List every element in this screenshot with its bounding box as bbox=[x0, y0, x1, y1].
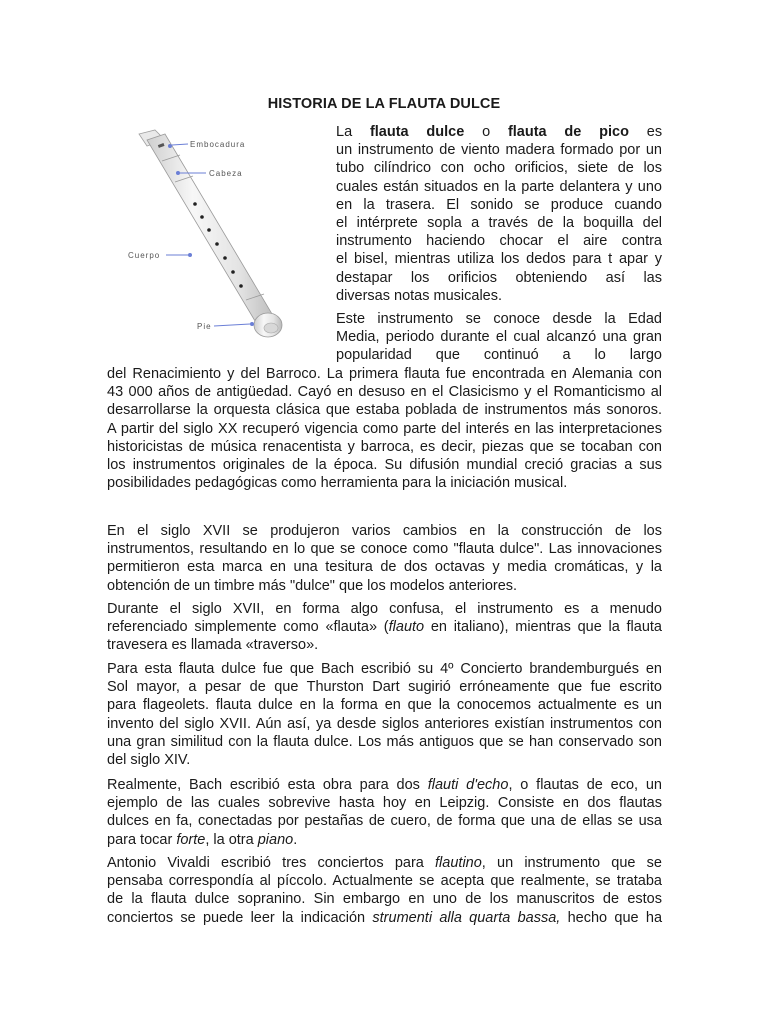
text-line: para flageolets. flauta dulce en la forma en que la conocemos actualmente es un bbox=[107, 697, 662, 714]
recorder-diagram bbox=[118, 124, 330, 346]
text-line: invento del siglo XVII. Aún así, ya desde siglos anteriores existían instrumentos con bbox=[107, 715, 662, 732]
text-line: popularidad que continuó a lo largo bbox=[336, 347, 662, 364]
text-line: Para esta flauta dulce fue que Bach escribió su 4º Concierto brandemburgués en bbox=[107, 661, 662, 677]
text-line: En el siglo XVII se produjeron varios cambios en la construcción de los bbox=[107, 523, 662, 539]
text-line: Antonio Vivaldi escribió tres conciertos para flautino, un instrumento que se bbox=[107, 855, 662, 871]
label-pie bbox=[197, 322, 254, 331]
text-line: el bisel, mientras utiliza los dedos para t apar y bbox=[336, 251, 662, 268]
label-embocadura bbox=[168, 140, 245, 149]
text-line: instrumentos, resultando en lo que se conoce como "flauta dulce". Las innovaciones bbox=[107, 541, 662, 558]
text-line: A partir del siglo XX recuperó vigencia como parte del interés en las interpretaciones bbox=[107, 420, 662, 437]
text-line: el intérprete sopla a través de la boquilla del bbox=[336, 214, 662, 231]
text-line: conciertos se puede leer la indicación strumenti alla quarta bassa, hecho que ha bbox=[107, 909, 663, 926]
text-line: del siglo XIV. bbox=[107, 751, 191, 768]
paragraph-bach bbox=[107, 660, 662, 769]
text-line: pensaba correspondía al píccolo. Actualmente se acepta que realmente, se trataba bbox=[107, 873, 662, 890]
text-line: posibilidades pedagógicas como herramienta para la iniciación musical. bbox=[107, 475, 568, 492]
text-line: referenciado simplemente como «flauta» (flauto en italiano), mientras que la flauta bbox=[107, 619, 662, 636]
text-line: instrumento haciendo chocar el aire contra bbox=[336, 233, 662, 250]
paragraph-intro bbox=[336, 123, 662, 305]
text-line: de la flauta dulce sopranino. Sin embargo en uno de los manuscritos de estos bbox=[107, 891, 662, 908]
text-line: ejemplo de las cuales sobrevive hasta hoy en Leipzig. Consiste en dos flautas bbox=[107, 795, 662, 812]
text-line: La flauta dulce o flauta de pico es bbox=[336, 124, 663, 140]
text-line: en la trasera. El sonido se produce cuando bbox=[336, 196, 662, 213]
text-line: travesera es llamada «traverso». bbox=[107, 637, 319, 654]
text-line: permitieron esta marca en una tesitura de dos octavas y media cromáticas, y la bbox=[107, 559, 662, 576]
svg-text:Cabeza: Cabeza bbox=[209, 169, 243, 178]
text-line: una gran similitud con la flauta dulce. Los más antiguos que se han conservado son bbox=[107, 733, 662, 750]
document-title: HISTORIA DE LA FLAUTA DULCE bbox=[267, 96, 501, 112]
text-line: 43 000 años de antigüedad. Cayó en desuso en el Clasicismo y el Romanticismo al bbox=[107, 384, 662, 401]
text-line: del Renacimiento y del Barroco. La primera flauta fue encontrada en Alemania con bbox=[107, 366, 662, 382]
paragraph-flauta-traverso bbox=[107, 600, 662, 655]
svg-text:Pie: Pie bbox=[197, 322, 212, 331]
text-line: para tocar forte, la otra piano. bbox=[107, 831, 298, 848]
text-line: los instrumentos originales de la época. Su difusión mundial creció gracias a sus bbox=[107, 456, 662, 473]
text-line: Durante el siglo XVII, en forma algo confusa, el instrumento es a menudo bbox=[107, 601, 662, 617]
paragraph-history bbox=[107, 365, 662, 492]
text-line: Este instrumento se conoce desde la Edad bbox=[336, 311, 662, 327]
text-line: diversas notas musicales. bbox=[336, 287, 503, 304]
label-cuerpo bbox=[128, 251, 192, 260]
text-line: destapar los orificios obteniendo así las bbox=[336, 269, 662, 286]
paragraph-flauti-echo bbox=[107, 776, 662, 849]
text-line: cuales están situados en la parte delantera y uno bbox=[336, 178, 662, 195]
paragraph-vivaldi bbox=[107, 854, 662, 927]
text-line: Realmente, Bach escribió esta obra para dos flauti d'echo, o flautas de eco, un bbox=[107, 777, 662, 793]
text-line: un instrumento de viento madera formado por un bbox=[336, 142, 662, 159]
svg-text:Embocadura: Embocadura bbox=[190, 140, 246, 149]
text-line: obtención de un timbre más "dulce" que los modelos anteriores. bbox=[107, 577, 518, 594]
paragraph-history-start bbox=[336, 310, 662, 365]
text-line: desarrollarse la orquesta clásica que estaba poblada de instrumentos más sonoros. bbox=[107, 402, 662, 419]
text-line: dulces en fa, conectadas por pestañas de cuero, de forma que una de ellas se usa bbox=[107, 813, 662, 830]
text-line: Sol mayor, a pesar de que Thurston Dart sugirió erróneamente que fue escrito bbox=[107, 679, 662, 696]
text-line: Media, periodo durante el cual alcanzó una gran bbox=[336, 329, 662, 346]
svg-text:Cuerpo: Cuerpo bbox=[128, 251, 161, 260]
text-line: tubo cilíndrico con ocho orificios, siete de los bbox=[336, 160, 662, 177]
text-line: historicistas de música renacentista y barroca, es decir, piezas que se tocaban con bbox=[107, 438, 662, 455]
recorder-body bbox=[139, 130, 282, 337]
paragraph-siglo-xvii bbox=[107, 522, 662, 595]
